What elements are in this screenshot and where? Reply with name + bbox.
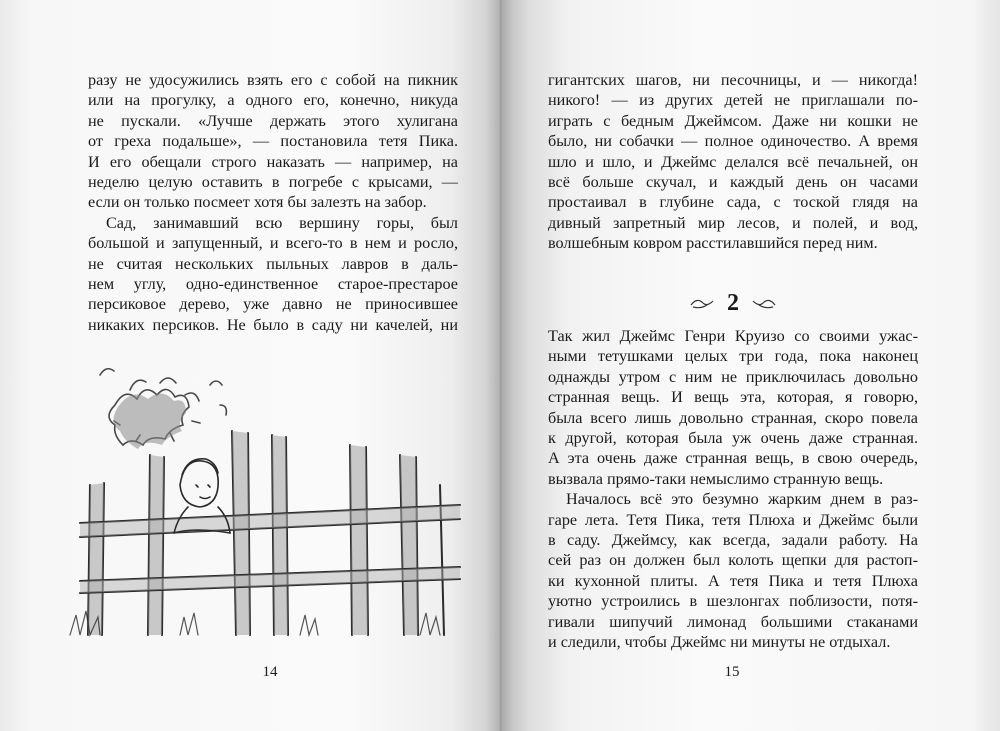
text-line: Так жил Джеймс Генри Круизо со своими ужас- xyxy=(548,327,918,345)
text-line: шло и шло, и Джеймс делался всё печальней, он xyxy=(548,152,918,171)
text-line: к другой, которая была уж очень даже странная. xyxy=(548,429,918,448)
text-line: гаре лета. Тетя Пика, тетя Плюха и Джеймс были xyxy=(548,510,918,529)
grass xyxy=(70,611,440,635)
text-line: было, ни собачки — полное одиночество. А время xyxy=(548,132,918,151)
text-line: однажды утром с ним не приключилась довольно xyxy=(548,367,918,386)
text-line: никаких персиков. Не было в саду ни качелей, ни xyxy=(88,315,458,334)
text-line: дивный запретный мир лесов, и полей, и вод, xyxy=(548,213,918,232)
text-line: была всего лишь довольно странная, скоро повела xyxy=(548,408,918,427)
page-number: 15 xyxy=(724,664,740,680)
flourish-left-icon xyxy=(689,297,715,309)
book-gutter-shadow xyxy=(486,0,514,731)
text-line: вызвала прямо-таки немыслимо странную вещь. xyxy=(548,469,884,488)
text-line: в саду. Джеймсу, как всегда, задали работу. На xyxy=(548,531,918,550)
text-line: ными тетушками целых три года, пока наконец xyxy=(548,347,918,366)
text-line: волшебным ковром расстилавшийся перед ним. xyxy=(548,234,878,253)
text-line: неделю целую оставить в погребе с крысами, — xyxy=(88,173,458,192)
text-line: если он только посмеет хотя бы залезть на забор. xyxy=(88,193,427,212)
text-line: всё больше скучал, и каждый день он часами xyxy=(548,173,918,192)
text-line: Началось всё это безумно жарким днем в раз- xyxy=(566,490,918,509)
text-line: никого! — из других детей не приглашали по- xyxy=(548,91,918,110)
text-line: А эта очень даже странная вещь, в свою очередь, xyxy=(548,449,918,468)
text-line: Сад, занимавший всю вершину горы, был xyxy=(106,213,458,232)
chapter-number: 2 xyxy=(727,289,739,316)
left-page-text xyxy=(88,70,458,335)
text-line: И его обещали строго наказать — например, на xyxy=(88,152,458,171)
text-line: нем углу, одно-единственное старое-престарое xyxy=(88,275,458,294)
text-line: гигантских шагов, ни песочницы, и — никогда! xyxy=(548,71,918,89)
text-line: гивали шипучий лимонад большими стаканами xyxy=(548,612,918,631)
text-line: и следили, чтобы Джеймс ни минуты не отдыхал. xyxy=(548,633,891,652)
text-line: простаивал в глубине сада, с тоской глядя на xyxy=(548,193,918,212)
chapter-heading xyxy=(548,288,918,318)
text-line: играть с бедным Джеймсом. Даже ни кошки не xyxy=(548,111,918,130)
right-page-text-bottom xyxy=(548,326,918,653)
text-line: персиковое дерево, уже давно не приносившее xyxy=(88,295,458,314)
garden-fence-illustration xyxy=(60,335,480,645)
text-line: странная вещь. И вещь эта, которая, я говорю, xyxy=(548,388,918,407)
right-page-text-top xyxy=(548,70,918,254)
text-line: не считая нескольких пыльных лавров в даль- xyxy=(88,254,458,273)
text-line: разу не удосужились взять его с собой на пикник xyxy=(88,71,458,89)
text-line: от греха подальше», — постановила тетя Пика. xyxy=(88,132,458,151)
text-line: большой и запущенный, и всего-то в нем и росло, xyxy=(88,234,458,253)
flourish-right-icon xyxy=(751,297,777,309)
text-line: или на прогулку, а одного его, конечно, никуда xyxy=(88,91,458,110)
text-line: сей раз он должен был колоть щепки для растоп- xyxy=(548,551,918,570)
page-number: 14 xyxy=(262,664,278,680)
text-line: ки кухонной плиты. А тетя Пика и тетя Плюха xyxy=(548,571,918,590)
text-line: не пускали. «Лучше держать этого хулигана xyxy=(88,111,458,130)
text-line: уютно устроились в шезлонгах поблизости, потя- xyxy=(548,592,918,611)
